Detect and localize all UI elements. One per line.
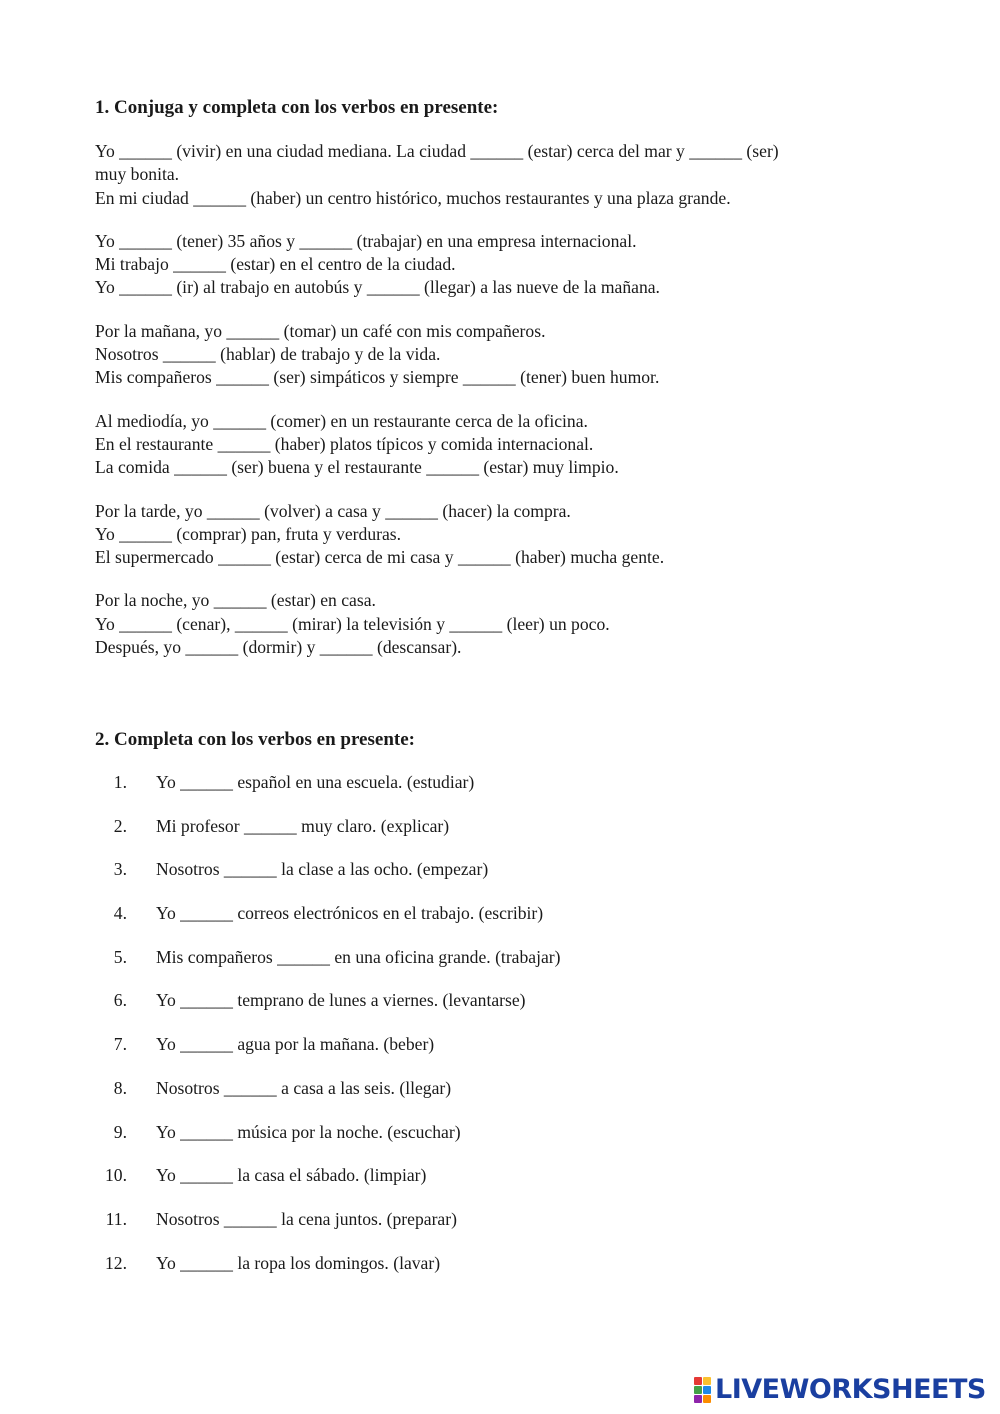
paragraph — [95, 410, 895, 480]
list-item — [95, 815, 561, 859]
item-number: 10. — [105, 1165, 127, 1186]
logo-mark-square — [703, 1395, 711, 1403]
item-number: 11. — [105, 1208, 127, 1229]
item-number: 4. — [113, 903, 127, 924]
text-line: Nosotros ______ (hablar) de trabajo y de la vida. — [95, 344, 441, 365]
logo-mark-square — [703, 1386, 711, 1394]
logo-mark-square — [703, 1377, 711, 1385]
text-line: Mis compañeros ______ (ser) simpáticos y siempre ______ (tener) buen humor. — [95, 367, 660, 388]
exercise-1-text — [95, 140, 895, 679]
text-line: Yo ______ (vivir) en una ciudad mediana. La ciudad ______ (estar) cerca del mar y ______ (ser) — [95, 141, 779, 161]
logo-mark-square — [694, 1386, 702, 1394]
item-text: Nosotros ______ la clase a las ocho. (empezar) — [156, 859, 489, 880]
item-text: Yo ______ correos electrónicos en el trabajo. (escribir) — [156, 903, 544, 924]
list-item — [95, 1252, 561, 1296]
logo-text: LIVEWORKSHEETS — [715, 1374, 986, 1405]
liveworksheets-logo — [694, 1374, 986, 1405]
item-number: 5. — [113, 946, 127, 967]
text-line: Por la noche, yo ______ (estar) en casa. — [95, 590, 376, 611]
item-text: Yo ______ español en una escuela. (estudiar) — [156, 772, 475, 792]
item-number: 9. — [113, 1121, 127, 1142]
text-line: En mi ciudad ______ (haber) un centro histórico, muchos restaurantes y una plaza grande. — [95, 187, 731, 208]
item-text: Mi profesor ______ muy claro. (explicar) — [156, 815, 450, 836]
text-line: El supermercado ______ (estar) cerca de mi casa y ______ (haber) mucha gente. — [95, 547, 665, 568]
logo-mark-icon — [694, 1377, 711, 1403]
text-line: Por la tarde, yo ______ (volver) a casa y ______ (hacer) la compra. — [95, 500, 571, 521]
text-line: Después, yo ______ (dormir) y ______ (descansar). — [95, 637, 462, 658]
item-text: Yo ______ la casa el sábado. (limpiar) — [156, 1165, 427, 1186]
list-item — [95, 1208, 561, 1252]
list-item — [95, 989, 561, 1033]
list-item — [95, 1121, 561, 1165]
item-number: 8. — [113, 1077, 127, 1098]
text-line: Yo ______ (cenar), ______ (mirar) la televisión y ______ (leer) un poco. — [95, 613, 610, 634]
item-text: Yo ______ la ropa los domingos. (lavar) — [156, 1252, 441, 1273]
list-item — [95, 771, 561, 815]
item-text: Yo ______ agua por la mañana. (beber) — [156, 1034, 435, 1055]
exercise-1-title: 1. Conjuga y completa con los verbos en presente: — [95, 97, 499, 118]
logo-mark-square — [694, 1395, 702, 1403]
text-line: La comida ______ (ser) buena y el restaurante ______ (estar) muy limpio. — [95, 457, 619, 478]
text-line: En el restaurante ______ (haber) platos típicos y comida internacional. — [95, 433, 594, 454]
item-text: Mis compañeros ______ en una oficina grande. (trabajar) — [156, 946, 561, 967]
list-item — [95, 1164, 561, 1208]
text-line: Al mediodía, yo ______ (comer) en un restaurante cerca de la oficina. — [95, 410, 588, 431]
text-line: Yo ______ (ir) al trabajo en autobús y ______ (llegar) a las nueve de la mañana. — [95, 277, 660, 298]
list-item — [95, 1077, 561, 1121]
exercise-2-title: 2. Completa con los verbos en presente: — [95, 729, 415, 750]
item-text: Nosotros ______ la cena juntos. (preparar) — [156, 1208, 457, 1229]
paragraph — [95, 320, 895, 390]
item-text: Nosotros ______ a casa a las seis. (llegar) — [156, 1077, 452, 1098]
item-number: 2. — [113, 815, 127, 836]
paragraph — [95, 589, 895, 659]
text-line: Yo ______ (comprar) pan, fruta y verduras. — [95, 523, 402, 544]
logo-mark-square — [694, 1377, 702, 1385]
item-number: 12. — [105, 1252, 127, 1273]
text-line: muy bonita. — [95, 164, 180, 185]
list-item — [95, 946, 561, 990]
text-line: Por la mañana, yo ______ (tomar) un café con mis compañeros. — [95, 320, 546, 341]
exercise-2-list — [95, 771, 561, 1295]
list-item — [95, 858, 561, 902]
item-number: 3. — [113, 859, 127, 880]
text-line: Yo ______ (tener) 35 años y ______ (trabajar) en una empresa internacional. — [95, 230, 637, 251]
item-number: 6. — [113, 990, 127, 1011]
item-text: Yo ______ temprano de lunes a viernes. (levantarse) — [156, 990, 526, 1011]
list-item — [95, 1033, 561, 1077]
paragraph — [95, 500, 895, 570]
paragraph — [95, 230, 895, 300]
item-text: Yo ______ música por la noche. (escuchar) — [156, 1121, 461, 1142]
text-line: Mi trabajo ______ (estar) en el centro de la ciudad. — [95, 254, 456, 275]
item-number: 7. — [113, 1034, 127, 1055]
item-number: 1. — [113, 772, 127, 792]
paragraph — [95, 140, 895, 210]
list-item — [95, 902, 561, 946]
